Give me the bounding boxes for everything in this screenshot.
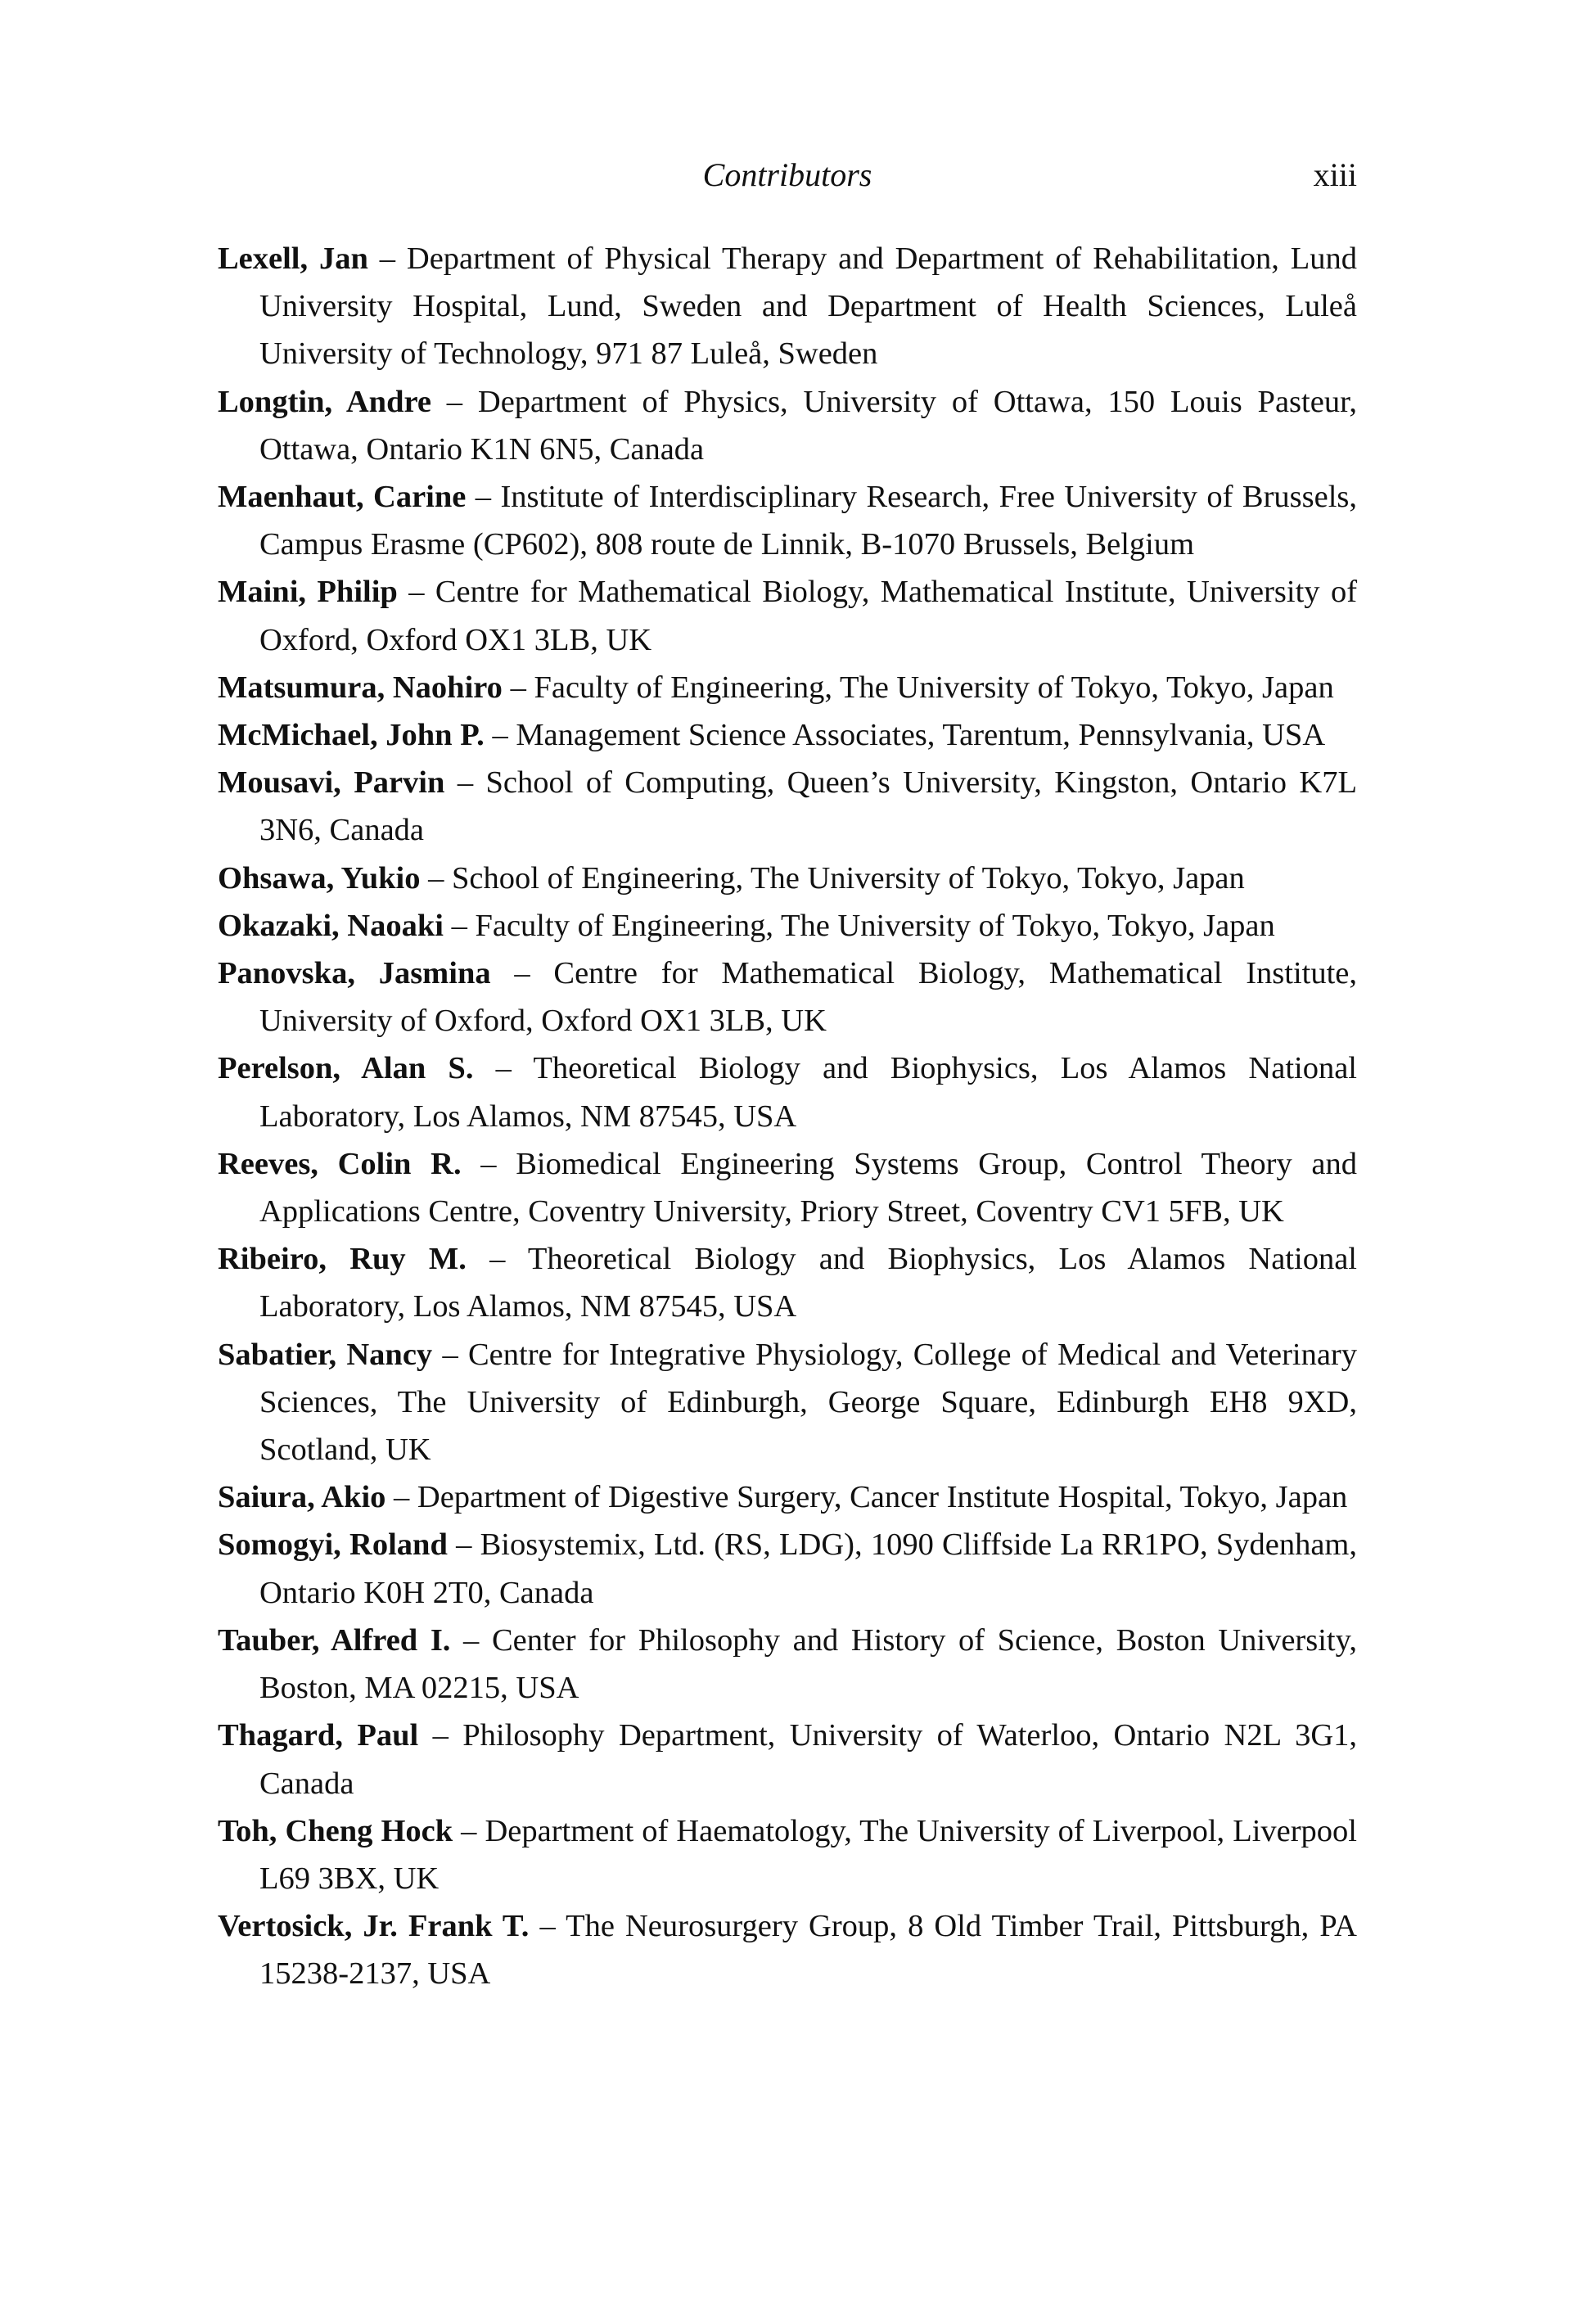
contributor-affiliation: School of Engineering, The University of Tokyo, Tokyo, Japan — [452, 860, 1245, 896]
contributor-name: Tauber, Alfred I. — [218, 1622, 451, 1658]
contributor-affiliation: School of Computing, Queen’s University, Kingston, Ontario K7L 3N6, Canada — [259, 765, 1357, 848]
contributor-affiliation: Centre for Mathematical Biology, Mathematical Institute, University of Oxford, Oxford OX1 3LB, UK — [259, 956, 1357, 1039]
contributor-entry: Vertosick, Jr. Frank T. – The Neurosurgery Group, 8 Old Timber Trail, Pittsburgh, PA 15238-2137, USA — [218, 1909, 1357, 1992]
contributor-entry: Matsumura, Naohiro – Faculty of Engineering, The University of Tokyo, Tokyo, Japan — [218, 670, 1334, 705]
contributor-entry: Okazaki, Naoaki – Faculty of Engineering, The University of Tokyo, Tokyo, Japan — [218, 908, 1275, 943]
contributor-name: Somogyi, Roland — [218, 1527, 448, 1563]
contributor-entry: Thagard, Paul – Philosophy Department, University of Waterloo, Ontario N2L 3G1, Canada — [218, 1718, 1357, 1801]
page-number: xiii — [1313, 156, 1357, 193]
contributor-name: Mousavi, Parvin — [218, 765, 445, 801]
contributor-affiliation: Institute of Interdisciplinary Research, Free University of Brussels, Campus Erasme (CP602), 808 route de Linnik, B-1070 Brussels, Belgium — [259, 480, 1357, 562]
contributor-entry: Somogyi, Roland – Biosystemix, Ltd. (RS, LDG), 1090 Cliffside La RR1PO, Sydenham, Ontario K0H 2T0, Canada — [218, 1527, 1357, 1610]
contributor-entry: Tauber, Alfred I. – Center for Philosophy and History of Science, Boston University, Boston, MA 02215, USA — [218, 1622, 1357, 1706]
contributor-name: Sabatier, Nancy — [218, 1337, 433, 1372]
contributor-affiliation: Department of Physical Therapy and Department of Rehabilitation, Lund University Hospital, Lund, Sweden and Department of Health Sciences, Luleå University of Technology, 971 87 Luleå, Sweden — [259, 241, 1358, 372]
contributor-affiliation: Centre for Integrative Physiology, College of Medical and Veterinary Sciences, The University of Edinburgh, George Square, Edinburgh EH8 9XD, Scotland, UK — [259, 1337, 1357, 1468]
contributor-entry: Longtin, Andre – Department of Physics, University of Ottawa, 150 Louis Pasteur, Ottawa, Ontario K1N 6N5, Canada — [218, 384, 1357, 467]
contributor-affiliation: Department of Physics, University of Ottawa, 150 Louis Pasteur, Ottawa, Ontario K1N 6N5, Canada — [259, 384, 1357, 467]
contributor-affiliation: Center for Philosophy and History of Science, Boston University, Boston, MA 02215, USA — [259, 1622, 1357, 1706]
contributor-entry: McMichael, John P. – Management Science Associates, Tarentum, Pennsylvania, USA — [218, 718, 1326, 753]
contributor-entry: Sabatier, Nancy – Centre for Integrative Physiology, College of Medical and Veterinary Sciences, The University of Edinburgh, George Square, Edinburgh EH8 9XD, Scotland, UK — [218, 1337, 1357, 1468]
contributor-affiliation: Centre for Mathematical Biology, Mathematical Institute, University of Oxford, Oxford OX1 3LB, UK — [259, 575, 1358, 657]
contributor-name: Reeves, Colin R. — [218, 1146, 462, 1181]
contributor-name: Panovska, Jasmina — [218, 956, 491, 991]
contributor-entry: Maenhaut, Carine – Institute of Interdisciplinary Research, Free University of Brussels, Campus Erasme (CP602), 808 route de Linnik, B-1070 Brussels, Belgium — [218, 480, 1357, 562]
contributor-name: Maini, Philip — [218, 575, 398, 610]
contributor-name: Matsumura, Naohiro — [218, 670, 503, 705]
contributor-entry: Lexell, Jan – Department of Physical Therapy and Department of Rehabilitation, Lund University Hospital, Lund, Sweden and Department of Health Sciences, Luleå University of Technology, 971 87 Luleå, Sweden — [218, 241, 1358, 372]
contributor-affiliation: The Neurosurgery Group, 8 Old Timber Trail, Pittsburgh, PA 15238-2137, USA — [259, 1909, 1357, 1992]
contributor-name: McMichael, John P. — [218, 718, 485, 753]
running-head — [218, 152, 1357, 198]
contributor-entry: Saiura, Akio – Department of Digestive Surgery, Cancer Institute Hospital, Tokyo, Japan — [218, 1480, 1348, 1515]
contributor-affiliation: Theoretical Biology and Biophysics, Los Alamos National Laboratory, Los Alamos, NM 87545, USA — [259, 1051, 1357, 1134]
contributor-affiliation: Department of Digestive Surgery, Cancer Institute Hospital, Tokyo, Japan — [417, 1480, 1348, 1515]
contributor-list — [218, 235, 1357, 1998]
contributor-name: Perelson, Alan S. — [218, 1051, 474, 1086]
contributor-affiliation: Management Science Associates, Tarentum, Pennsylvania, USA — [516, 718, 1326, 753]
contributor-name: Saiura, Akio — [218, 1480, 386, 1515]
contributor-affiliation: Biomedical Engineering Systems Group, Control Theory and Applications Centre, Coventry University, Priory Street, Coventry CV1 5FB, UK — [259, 1146, 1357, 1229]
contributor-entry: Toh, Cheng Hock – Department of Haematology, The University of Liverpool, Liverpool L69 3BX, UK — [218, 1813, 1358, 1896]
contributor-entry: Maini, Philip – Centre for Mathematical Biology, Mathematical Institute, University of Oxford, Oxford OX1 3LB, UK — [218, 575, 1358, 657]
contributor-affiliation: Philosophy Department, University of Waterloo, Ontario N2L 3G1, Canada — [259, 1718, 1357, 1801]
contributor-entry: Perelson, Alan S. – Theoretical Biology and Biophysics, Los Alamos National Laboratory, Los Alamos, NM 87545, USA — [218, 1051, 1357, 1134]
contributor-name: Okazaki, Naoaki — [218, 908, 444, 943]
contributor-affiliation: Department of Haematology, The University of Liverpool, Liverpool L69 3BX, UK — [259, 1813, 1358, 1896]
contributor-entry: Mousavi, Parvin – School of Computing, Queen’s University, Kingston, Ontario K7L 3N6, Canada — [218, 765, 1357, 848]
contributor-name: Thagard, Paul — [218, 1718, 419, 1753]
contributor-name: Ribeiro, Ruy M. — [218, 1242, 467, 1277]
contributor-name: Lexell, Jan — [218, 241, 368, 276]
contributor-affiliation: Biosystemix, Ltd. (RS, LDG), 1090 Cliffside La RR1PO, Sydenham, Ontario K0H 2T0, Canada — [259, 1527, 1357, 1610]
running-title: Contributors — [702, 156, 872, 193]
contributor-affiliation: Faculty of Engineering, The University of Tokyo, Tokyo, Japan — [475, 908, 1275, 943]
contributor-name: Ohsawa, Yukio — [218, 860, 421, 896]
contributor-entry: Reeves, Colin R. – Biomedical Engineering Systems Group, Control Theory and Applications Centre, Coventry University, Priory Street, Coventry CV1 5FB, UK — [218, 1146, 1357, 1229]
contributor-name: Maenhaut, Carine — [218, 480, 467, 515]
contributor-name: Toh, Cheng Hock — [218, 1813, 453, 1848]
contributor-affiliation: Faculty of Engineering, The University of Tokyo, Tokyo, Japan — [534, 670, 1334, 705]
contributor-entry: Ribeiro, Ruy M. – Theoretical Biology and Biophysics, Los Alamos National Laboratory, Los Alamos, NM 87545, USA — [218, 1242, 1357, 1324]
contributor-name: Longtin, Andre — [218, 384, 431, 419]
contributor-entry: Ohsawa, Yukio – School of Engineering, The University of Tokyo, Tokyo, Japan — [218, 860, 1245, 896]
contributor-name: Vertosick, Jr. Frank T. — [218, 1909, 530, 1944]
contributor-affiliation: Theoretical Biology and Biophysics, Los Alamos National Laboratory, Los Alamos, NM 87545, USA — [259, 1242, 1357, 1324]
contributor-entry: Panovska, Jasmina – Centre for Mathematical Biology, Mathematical Institute, University of Oxford, Oxford OX1 3LB, UK — [218, 956, 1357, 1039]
